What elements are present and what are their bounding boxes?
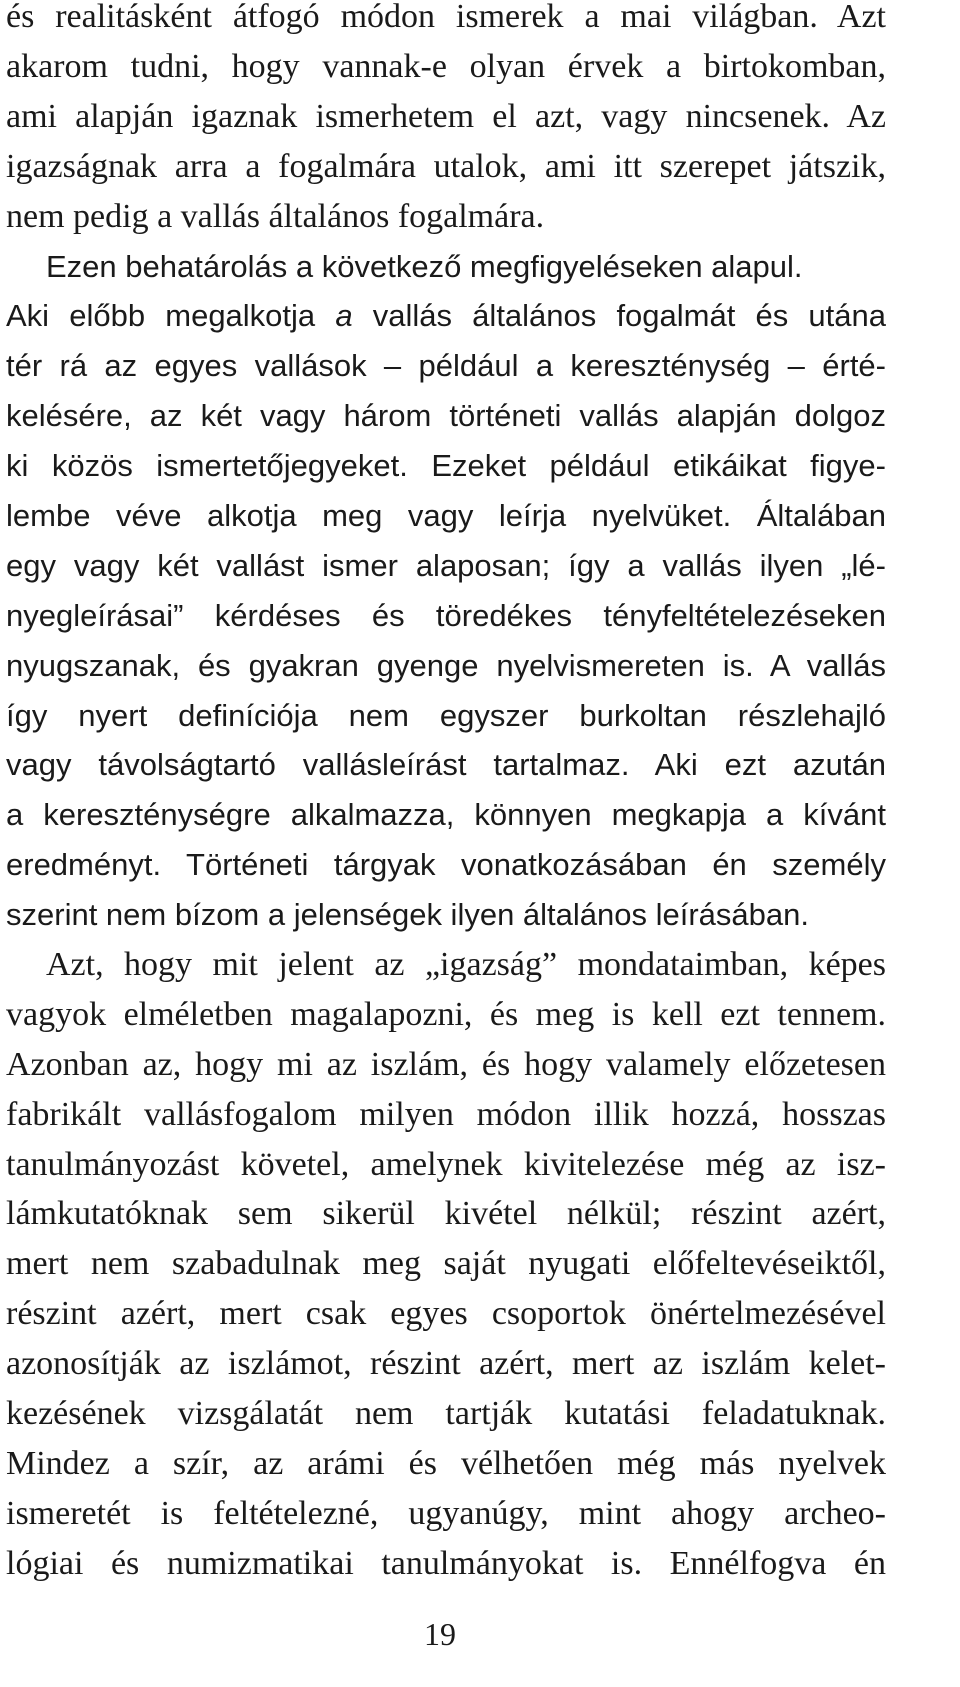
body-text	[6, 0, 886, 1589]
text-line: tér rá az egyes vallások – például a kereszténység – érté-	[6, 348, 886, 384]
text-line: nyugszanak, és gyakran gyenge nyelvismereten is. A vallás	[6, 647, 886, 683]
text-line: ismeretét is feltételezné, ugyanúgy, mint ahogy archeo-	[6, 1494, 886, 1532]
text-line: lógiai és numizmatikai tanulmányokat is. Ennélfogva én	[6, 1544, 886, 1582]
text-segment: Aki előbb megalkotja	[6, 298, 336, 334]
text-line: vagyok elméletben magalapozni, és meg is kell ezt tennem.	[6, 995, 886, 1033]
text-line: nem pedig a vallás általános fogalmára.	[6, 197, 545, 235]
text-line: Azonban az, hogy mi az iszlám, és hogy valamely előzetesen	[6, 1045, 886, 1083]
text-line: ami alapján igaznak ismerhetem el azt, vagy nincsenek. Az	[6, 97, 886, 135]
text-line: mert nem szabadulnak meg saját nyugati előfeltevéseiktől,	[6, 1245, 886, 1283]
text-line: fabrikált vallásfogalom milyen módon illik hozzá, hosszas	[6, 1095, 886, 1133]
text-line: nyegleírásai” kérdéses és töredékes tényfeltételezéseken	[6, 597, 886, 633]
text-line: részint azért, mert csak egyes csoportok önértelmezésével	[6, 1295, 886, 1333]
text-line: lámkutatóknak sem sikerül kivétel nélkül; részint azért,	[6, 1195, 886, 1233]
text-line: Azt, hogy mit jelent az „igazság” mondataimban, képes	[46, 946, 886, 984]
text-line: így nyert definíciója nem egyszer burkoltan részlehajló	[6, 697, 886, 733]
italic-word: a	[335, 298, 353, 334]
text-line: egy vagy két vallást ismer alaposan; így a vallás ilyen „lé-	[6, 547, 886, 583]
text-line: igazságnak arra a fogalmára utalok, ami itt szerepet játszik,	[6, 147, 886, 185]
text-line: ki közös ismertetőjegyeket. Ezeket például etikáikat figye-	[6, 448, 886, 484]
text-line: kelésére, az két vagy három történeti vallás alapján dolgoz	[6, 398, 886, 434]
text-line: szerint nem bízom a jelenségek ilyen általános leírásában.	[6, 897, 810, 933]
text-segment: vallás általános fogalmát és utána	[352, 298, 886, 334]
text-line: akarom tudni, hogy vannak-e olyan érvek a birtokomban,	[6, 48, 886, 85]
text-line: vagy távolságtartó vallásleírást tartalmaz. Aki ezt azután	[6, 747, 886, 783]
text-line: és realitásként átfogó módon ismerek a mai világban. Azt	[6, 0, 886, 35]
text-line: kezésének vizsgálatát nem tartják kutatási feladatuknak.	[6, 1395, 886, 1433]
text-line: Mindez a szír, az arámi és vélhetően még más nyelvek	[6, 1444, 886, 1482]
text-line: tanulmányozást követel, amelynek kivitelezése még az isz-	[6, 1145, 886, 1183]
text-line: a kereszténységre alkalmazza, könnyen megkapja a kívánt	[6, 797, 886, 833]
text-line: lembe véve alkotja meg vagy leírja nyelvüket. Általában	[6, 498, 886, 534]
text-line: azonosítják az iszlámot, részint azért, mert az iszlám kelet-	[6, 1345, 886, 1383]
text-line	[6, 291, 886, 341]
page-number: 19	[424, 1616, 456, 1652]
paragraph-heading-line: Ezen behatárolás a következő megfigyeléseken alapul.	[46, 248, 803, 284]
text-line: eredményt. Történeti tárgyak vonatkozásában én személy	[6, 847, 886, 883]
